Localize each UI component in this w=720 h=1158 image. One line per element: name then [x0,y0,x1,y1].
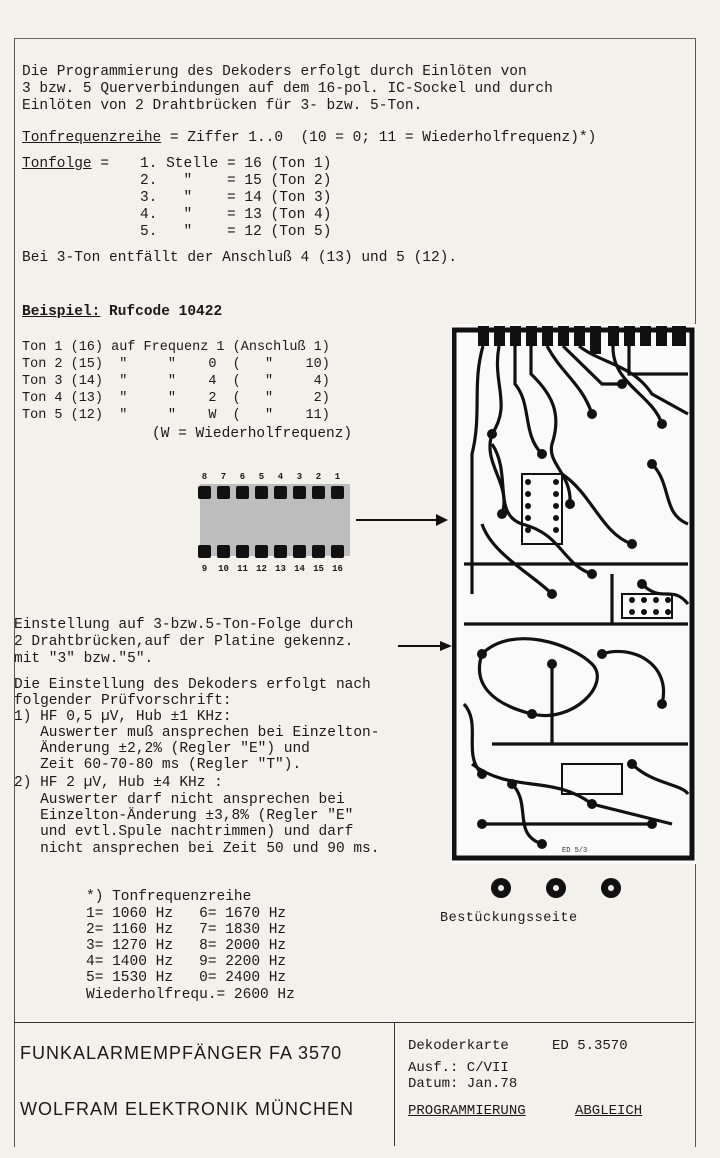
footnote-row: 1= 1060 Hz 6= 1670 Hz [86,906,287,922]
beispiel-row: Ton 1 (16) auf Frequenz 1 (Anschluß 1) [22,340,330,355]
pruef-step-2: Einzelton-Änderung ±3,8% (Regler "E" [14,808,354,824]
pin-label: 12 [256,564,267,574]
pin-label: 1 [334,472,341,482]
beispiel-value: Rufcode 10422 [100,304,223,320]
ic-pin [255,545,268,558]
date-field: Datum: Jan.78 [408,1076,518,1092]
tonfrequenzreihe-text: = Ziffer 1..0 (10 = 0; 11 = Wiederholfrequenz)*) [161,130,597,146]
ic-pin [293,545,306,558]
ic-pin [236,486,249,499]
footnote-row: 5= 1530 Hz 0= 2400 Hz [86,970,287,986]
tonfrequenzreihe-label: Tonfrequenzreihe [22,130,162,146]
footnote-row: 4= 1400 Hz 9= 2200 Hz [86,954,287,970]
card-number: ED 5.3570 [552,1038,628,1054]
footnote-title: *) Tonfrequenzreihe [86,889,252,905]
pin-label: 13 [275,564,286,574]
pin-label: 3 [296,472,303,482]
mounting-hole-icon [491,878,511,898]
ic-pin [331,486,344,499]
pcb-marking: ED 5/3 [562,847,588,855]
pruef-step-1: Auswerter muß ansprechen bei Einzelton- [14,725,380,741]
intro-line-2: 3 bzw. 5 Querverbindungen auf dem 16-pol. IC-Sockel und durch [22,81,553,97]
pin-label: 7 [220,472,227,482]
footnote-row: 2= 1160 Hz 7= 1830 Hz [86,922,287,938]
pruef-step-1: Zeit 60-70-80 ms (Regler "T"). [14,757,302,773]
pin-label: 14 [294,564,305,574]
ic-pin [236,545,249,558]
tonfolge-label-line [22,156,109,173]
ic-pin [312,486,325,499]
version-field: Ausf.: C/VII [408,1060,509,1076]
ic-pin [312,545,325,558]
product-title: FUNKALARMEMPFÄNGER FA 3570 [20,1043,343,1063]
pin-label: 10 [218,564,229,574]
ic-pin [331,545,344,558]
einstellung-line-1: Einstellung auf 3-bzw.5-Ton-Folge durch [14,617,354,633]
beispiel-row: Ton 2 (15) " " 0 ( " 10) [22,357,330,372]
pin-label: 15 [313,564,324,574]
mounting-hole-icon [546,878,566,898]
footnote-last: Wiederholfrequ.= 2600 Hz [86,987,295,1003]
abgleich-link[interactable]: ABGLEICH [575,1103,643,1119]
intro-line-1: Die Programmierung des Dekoders erfolgt durch Einlöten von [22,64,527,80]
ic-pin [198,486,211,499]
intro-line-3: Einlöten von 2 Drahtbrücken für 3- bzw. 5-Ton. [22,98,423,114]
tonfolge-row: 3. " = 14 (Ton 3) [140,190,332,206]
arrow-right-icon [352,508,452,532]
ic-pin [293,486,306,499]
ic-pin [274,545,287,558]
tonfolge-eq: = [91,156,110,172]
beispiel-label: Beispiel: [22,304,101,320]
pruef-step-2: nicht ansprechen bei Zeit 50 und 90 ms. [14,841,380,857]
einstellung-line-3: mit "3" bzw."5". [14,651,154,667]
tonfolge-row: 2. " = 15 (Ton 2) [140,173,332,189]
title-block-divider [394,1022,395,1146]
einstellung-line-2: 2 Drahtbrücken,auf der Platine gekennz. [14,634,354,650]
pin-label: 11 [237,564,248,574]
tonfolge-row: 1. Stelle = 16 (Ton 1) [140,156,332,172]
beispiel-row: Ton 5 (12) " " W ( " 11) [22,408,330,423]
beispiel-w-note: (W = Wiederholfrequenz) [152,426,353,442]
pruef-line-2: folgender Prüfvorschrift: [14,693,232,709]
pin-label: 5 [258,472,265,482]
tonfolge-label: Tonfolge [22,156,92,172]
pin-label: 2 [315,472,322,482]
tonfolge-row: 4. " = 13 (Ton 4) [140,207,332,223]
mounting-hole-icon [601,878,621,898]
pcb-layout-image [452,324,696,864]
card-label: Dekoderkarte [408,1038,509,1054]
ic-pin [217,545,230,558]
tonfolge-row: 5. " = 12 (Ton 5) [140,224,332,240]
tonfrequenzreihe [22,130,596,147]
beispiel-heading [22,304,222,321]
pruef-step-2: Auswerter darf nicht ansprechen bei [14,792,345,808]
beispiel-row: Ton 4 (13) " " 2 ( " 2) [22,391,330,406]
three-tone-note: Bei 3-Ton entfällt der Anschluß 4 (13) und 5 (12). [22,250,458,266]
footnote-row: 3= 1270 Hz 8= 2000 Hz [86,938,287,954]
pruef-step-2: und evtl.Spule nachtrimmen) und darf [14,824,354,840]
ic-pin [255,486,268,499]
pcb-caption: Bestückungsseite [440,911,578,926]
pruef-step-2: 2) HF 2 µV, Hub ±4 KHz : [14,775,223,791]
company-name: WOLFRAM ELEKTRONIK MÜNCHEN [20,1099,355,1119]
pin-label: 8 [201,472,208,482]
ic-pin [217,486,230,499]
programmierung-link[interactable]: PROGRAMMIERUNG [408,1103,526,1119]
pruef-line-1: Die Einstellung des Dekoders erfolgt nach [14,677,371,693]
pin-label: 9 [201,564,208,574]
beispiel-row: Ton 3 (14) " " 4 ( " 4) [22,374,330,389]
pin-label: 4 [277,472,284,482]
ic-pin [198,545,211,558]
pruef-step-1: Änderung ±2,2% (Regler "E") und [14,741,310,757]
pruef-step-1: 1) HF 0,5 µV, Hub ±1 KHz: [14,709,232,725]
arrow-right-icon [396,636,456,656]
ic-pin [274,486,287,499]
pin-label: 16 [332,564,343,574]
pin-label: 6 [239,472,246,482]
